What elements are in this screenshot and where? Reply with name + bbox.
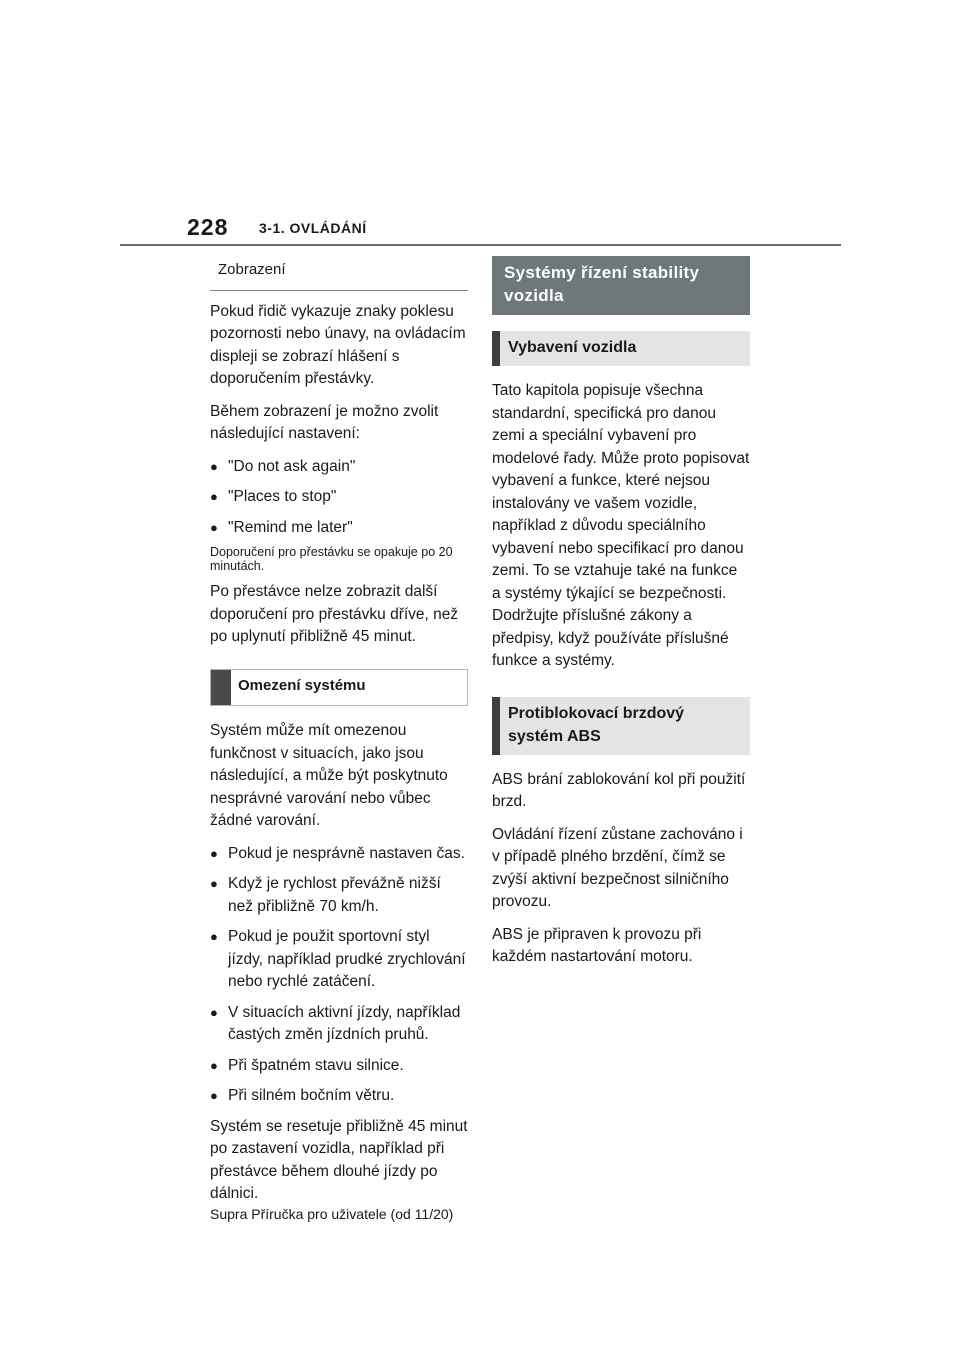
section-heading: Systémy řízení stability vozidla — [492, 256, 750, 315]
footer-text: Supra Příručka pro uživatele (od 11/20) — [210, 1206, 454, 1222]
right-column — [492, 256, 750, 979]
paragraph: Ovládání řízení zůstane zachováno i v případě plného brzdění, čímž se zvýší aktivní bezpečnost silničního provozu. — [492, 825, 743, 910]
paragraph: Pokud řidič vykazuje znaky poklesu pozornosti nebo únavy, na ovládacím displeji se zobrazí hlášení s doporučením přestávky. — [210, 302, 466, 387]
heading-marker — [211, 670, 231, 706]
list-item: ● Při silném bočním větru. — [210, 1085, 468, 1108]
list-item: ● Pokud je použit sportovní styl jízdy, například prudké zrychlování nebo rychlé zatáčení. — [210, 926, 468, 994]
list-item: ● "Remind me later" — [210, 517, 468, 540]
limits-heading — [210, 669, 468, 707]
list-item: ● V situacích aktivní jízdy, například častých změn jízdních pruhů. — [210, 1002, 468, 1047]
paragraph: ABS je připraven k provozu při každém nastartování motoru. — [492, 925, 702, 965]
heading-marker — [492, 697, 500, 755]
paragraph: ABS brání zablokování kol při použití brzd. — [492, 770, 746, 810]
abs-heading — [492, 697, 750, 755]
heading-text: Protiblokovací brzdový systém ABS — [508, 704, 685, 745]
heading-text: Vybavení vozidla — [508, 339, 637, 356]
paragraph: Během zobrazení je možno zvolit následující nastavení: — [210, 402, 439, 442]
list-item: ● "Places to stop" — [210, 486, 468, 509]
equipment-heading — [492, 331, 750, 366]
list-item: ● Pokud je nesprávně nastaven čas. — [210, 843, 468, 866]
page-number: 228 — [187, 214, 229, 240]
paragraph: Po přestávce nelze zobrazit další doporučení pro přestávku dříve, než po uplynutí přibližně 45 minut. — [210, 583, 459, 645]
heading-text: Omezení systému — [238, 676, 366, 694]
list-item: ● Při špatném stavu silnice. — [210, 1055, 468, 1078]
list-item: ● "Do not ask again" — [210, 456, 468, 479]
paragraph: Tato kapitola popisuje všechna standardní, specifická pro danou zemi a speciální vybavení pro modelové řady. Může proto popisovat vybavení a funkce, které nejsou instalovány ve vašem vozidle, například z důvodu speciálního vybavení nebo specifikací pro danou zemi. To se vztahuje také na funkce a systémy týkající se bezpečnosti. Dodržujte příslušné zákony a předpisy, když používáte příslušné funkce a systémy. — [492, 382, 750, 669]
left-column — [210, 256, 468, 1216]
subsection-label: Zobrazení — [210, 256, 468, 291]
note-text: Doporučení pro přestávku se opakuje po 20 minutách. — [210, 545, 453, 573]
list-item: ● Když je rychlost převážně nižší než přibližně 70 km/h. — [210, 873, 468, 918]
limits-list — [210, 843, 468, 1108]
header-divider — [120, 244, 841, 246]
paragraph: Systém může mít omezenou funkčnost v situacích, jako jsou následující, a může být poskytnuto nesprávné varování nebo vůbec žádné varování. — [210, 722, 448, 829]
option-list — [210, 456, 468, 540]
paragraph: Systém se resetuje přibližně 45 minut po zastavení vozidla, například při přestávce během dlouhé jízdy po dálnici. — [210, 1117, 468, 1202]
chapter-title: 3-1. OVLÁDÁNÍ — [259, 220, 367, 236]
heading-marker — [492, 331, 500, 366]
